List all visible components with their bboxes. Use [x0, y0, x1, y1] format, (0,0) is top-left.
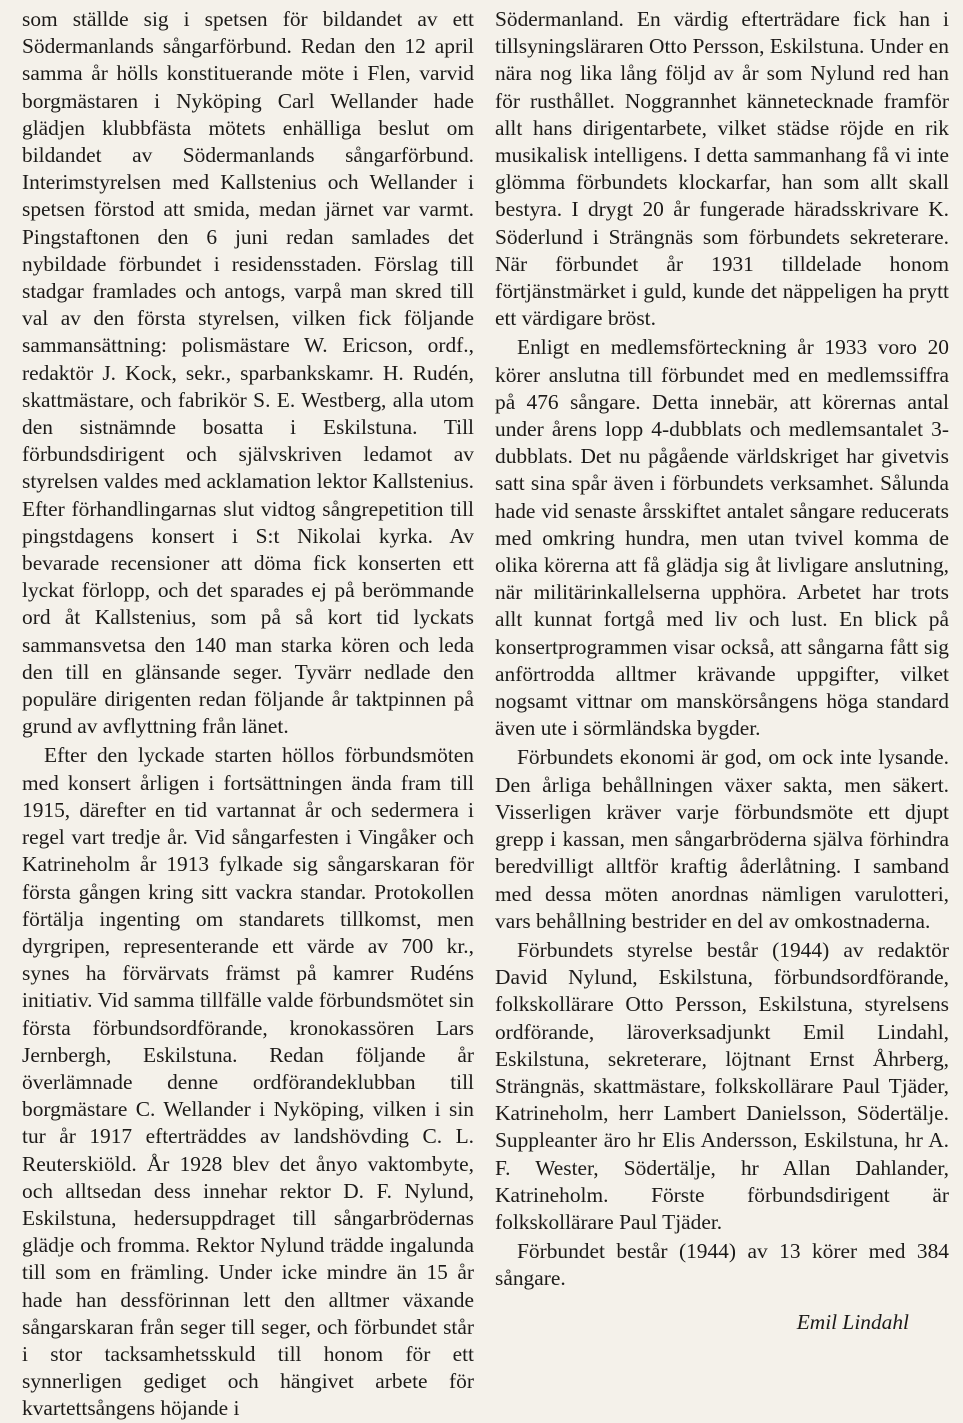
paragraph: som ställde sig i spetsen för bildandet av ett Södermanlands sångarförbund. Redan den 12 april samma år hölls konstituerande möte i Flen, varvid borgmästaren i Nyköping Carl Wellander hade glädjen klubbfästa mötets enhälliga beslut om bildandet av Södermanlands sångarförbund. Interimstyrelsen med Kallstenius och Wellander i spetsen förstod att smida, medan järnet var varmt. Pingstaftonen den 6 juni redan samlades det nybildade förbundet i residensstaden. Förslag till stadgar framlades och antogs, varpå man skred till val av den första styrelsen, vilken fick följande sammansättning: polismästare W. Ericson, ordf., redaktör J. Kock, sekr., sparbankskamr. H. Rudén, skattmästare, och fabrikör S. E. Westberg, alla utom den sistnämnde bosatta i Eskilstuna. Till förbundsdirigent och självskriven ledamot av styrelsen valdes med acklamation lektor Kallstenius. Efter förhandlingarnas slut vidtog sångrepetition till pingstdagens konsert i S:t Nikolai kyrka. Av bevarade recensioner att döma fick konserten ett lyckat förlopp, och det sparades ej på berömmande ord åt Kallstenius, som på så kort tid lyckats sammansvetsa den 140 man starka kören och leda den till en glänsande seger. Tyvärr nedlade den populäre dirigenten redan följande år taktpinnen på grund av avflyttning från länet.	[22, 7, 474, 739]
paragraph: Enligt en medlemsförteckning år 1933 voro 20 körer anslutna till förbundet med en medlemssiffra på 476 sångare. Detta innebär, att körernas antal under årens lopp 4-dubblats och medlemsantalet 3-dubblats. Det nu pågående världskriget har givetvis satt sina spår även i förbundets verksamhet. Sålunda hade vid senaste årsskiftet antalet sångare reducerats med omkring hundra, men utan tvivel komma de olika körerna att få glädja sig åt livligare anslutning, när militärinkallelserna upphöra. Arbetet har trots allt kunnat fortgå med liv och lust. En blick på konsertprogrammen visar också, att sångarna fått sig anförtrodda alltmer krävande uppgifter, vilket nogsamt vittnar om manskörsångens höga standard även ute i sörmländska bygder.	[495, 335, 949, 741]
paragraph: Efter den lyckade starten höllos förbundsmöten med konsert årligen i fortsättningen ända fram till 1915, därefter en tid vartannat år och sedermera i regel vart tredje år. Vid sångarfesten i Vingåker och Katrineholm år 1913 fylkade sig sångarskaran för första gången kring sitt vackra standar. Protokollen förtälja ingenting om standarets tillkomst, men dyrgripen, representerande ett värde av 700 kr., synes ha förvärvats främst på kamrer Rudéns initiativ. Vid samma tillfälle valde förbundsmötet sin första förbundsordförande, kronokassören Lars Jernbergh, Eskilstuna. Redan följande år överlämnade denne ordförandeklubban till borgmästare C. Wellander i Nyköping, vilken i sin tur år 1917 efterträddes av landshövding C. L. Reuterskiöld. År 1928 blev det ånyo vaktombyte, och alltsedan dess innehar rektor D. F. Nylund, Eskilstuna, hedersuppdraget till sångarbrödernas glädje och fromma. Rektor Nylund trädde ingalunda till som en främling. Under icke mindre än 15 år hade han dessförinnan lett den alltmer växande sångarskaran från seger till seger, och förbundet står i stor tacksamhetsskuld till honom för ett synnerligen gediget och hängivet arbete för kvartettsångens höjande i	[22, 743, 474, 1421]
paragraph: Södermanland. En värdig efterträdare fick han i tillsyningsläraren Otto Persson, Eskilstuna. Under en nära nog lika lång följd av år som Nylund red han för rusthållet. Noggrannhet kännetecknade framför allt hans dirigentarbete, vilket städse röjde en rik musikalisk intelligens. I detta sammanhang få vi inte glömma förbundets klockarfar, han som allt skall bestyra. I drygt 20 år fungerade häradsskrivare K. Söderlund i Strängnäs som förbundets sekreterare. När förbundet år 1931 tilldelade honom förtjänstmärket i guld, kunde det näppeligen ha prytt ett värdigare bröst.	[495, 7, 949, 331]
author-signature: Emil Lindahl	[796, 1309, 909, 1334]
paragraph: Förbundets styrelse består (1944) av redaktör David Nylund, Eskilstuna, förbundsordförande, folkskollärare Otto Persson, Eskilstuna, styrelsens ordförande, läroverksadjunkt Emil Lindahl, Eskilstuna, sekreterare, löjtnant Ernst Åhrberg, Strängnäs, skattmästare, folkskollärare Paul Tjäder, Katrineholm, herr Lambert Danielsson, Södertälje. Suppleanter äro hr Elis Andersson, Eskilstuna, hr A. F. Wester, Södertälje, hr Allan Dahlander, Katrineholm. Förste förbundsdirigent är folkskollärare Paul Tjäder.	[495, 937, 949, 1234]
paragraph: Förbundet består (1944) av 13 körer med 384 sångare.	[495, 1239, 949, 1291]
text-columns	[22, 6, 949, 1423]
left-column	[22, 6, 474, 1423]
paragraph: Förbundets ekonomi är god, om ock inte lysande. Den årliga behållningen växer sakta, men säkert. Visserligen kräver varje förbundsmöte ett djupt grepp i kassan, men sångarbröderna själva förhindra beredvilligt alltför kraftig åderlåtning. I samband med dessa möten anordnas nämligen varulotteri, vars behållning bestrider en del av omkostnaderna.	[495, 745, 949, 933]
right-column	[495, 6, 949, 1423]
